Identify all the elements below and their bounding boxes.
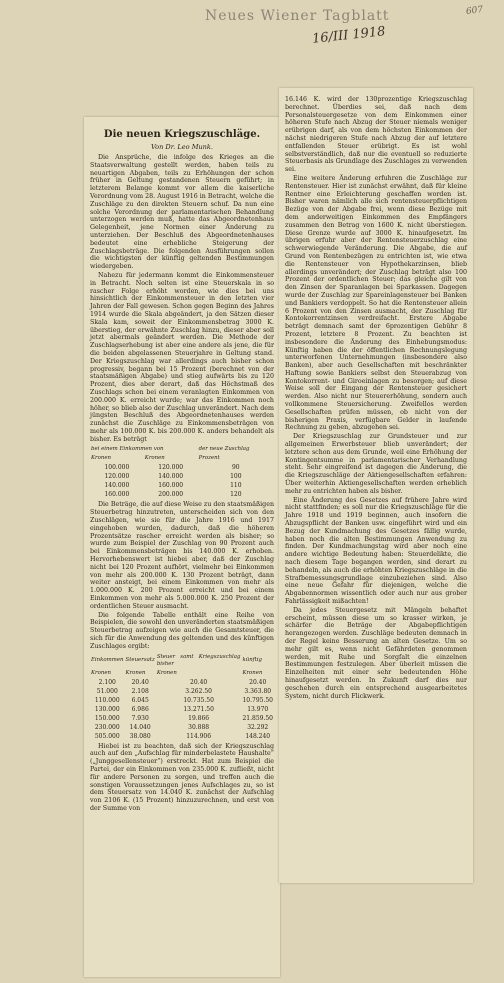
table-cell: 120.000 [158, 464, 184, 472]
paragraph: Die Ansprüche, die infolge des Krieges an die Staatsverwaltung gestellt werden, haben teils zu neuartigen Abgaben, teils zu Erhöhungen der schon früher in Geltung gestandenen Steuern geführt; in letzterem Belange kommt vor allem die kaiserliche Verordnung vom 28. August 1916 in Betracht, welche die Zuschläge zu den direkten Steuern schuf. Da nun eine solche Verordnung der parlamentarischen Behandlung unterzogen werden muß, hatte das Abgeordnetenhaus Gelegenheit, jene Normen einer Änderung zu unterziehen. Der Beschluß des Abgeordnetenhauses bedeutet eine erhebliche Steigerung der Zuschlagsbeträge. Die folgenden Ausführungen sollen die wichtigsten der künftig geltenden Bestimmungen wiedergeben. [90, 154, 274, 271]
table-cell: 2.100 [98, 678, 116, 686]
table-cell: 20.40 [190, 678, 208, 686]
table-cell: 30.888 [188, 723, 210, 731]
table-cell: 2.108 [131, 687, 149, 695]
table-row [90, 696, 274, 705]
table-cell: 100.000 [104, 464, 130, 472]
table-cell: 7.930 [131, 714, 149, 722]
paragraph: Der Kriegszuschlag zur Grundsteuer und zur allgemeinen Erwerbsteuer blieb unverändert; der letztere schon aus dem Grunde, weil eine Erhöhung der Kontingentsumme in parlamentarischer Verhandlung steht. Sehr eingreifend ist dagegen die Änderung, die die Kriegszuschläge der Aktiengesellschaften erfahren: Über weiterhin Aktiengesellschaften werden erheblich mehr zu entrichten haben als bisher. [285, 433, 467, 495]
table-cell: 148.240 [245, 732, 271, 740]
paragraph: 16.146 K. wird der 130prozentige Kriegszuschlag berechnet. Überdies sei, daß nach dem Personalsteuergesetze von dem Einkommen einer höheren Stufe nach Abzug der Steuer niemals weniger erübrigen darf, als von dem höchsten Einkommen der nächst niedrigeren Stufe nach Abzug der auf letztere entfallenden Steuer erübrigt. Es ist wohl selbstverständlich, daß nur die eventuell so reduzierte Steuerbasis als Grundlage des Zuschlages zu verwenden sei. [285, 96, 467, 174]
table-cell: 13.970 [247, 705, 269, 713]
table-header: künftig [242, 657, 262, 664]
paragraph: Da jedes Steuergesetz mit Mängeln behaftet erscheint, müssen diese um so krasser wirken, je schärfer die Beträge der Abgabepflichtigen herangezogen werden. Zuschläge bedeuten demnach in der Regel keine Besserung an alten Gesetze. Um so mehr gilt es, wenn nicht Gefährdeten genommen werden, mit Ruhe und Sorgfalt die einzelnen Bestimmungen festzulegen. Aber überleit müssen die Einzelheiten mit einer sehr bedeutenden Höhe hinaufgesetzt werden. In Zukunft darf dies nur geschehen durch ein entsprechend ausgearbeitetes System, nicht durch Flickwerk. [285, 606, 467, 700]
table-row [90, 714, 274, 723]
table-header: der neue Zuschlag [198, 446, 250, 453]
table-cell: 100 [230, 473, 242, 481]
table-row [90, 687, 274, 696]
article-title: Die neuen Kriegszuschläge. [103, 129, 261, 140]
article-author: Von Dr. Leo Munk. [150, 143, 214, 151]
right-column-text [279, 88, 473, 700]
table-cell: 19.866 [188, 714, 210, 722]
table-cell: 140.000 [158, 473, 184, 481]
table-cell: 32.292 [247, 723, 269, 731]
table-row [90, 490, 274, 499]
table-cell: 6.986 [131, 705, 149, 713]
table-subheader: Kronen [156, 669, 177, 676]
table-cell: 200.000 [158, 491, 184, 499]
table-subheader: Kronen [125, 669, 146, 676]
table-row [90, 463, 274, 472]
table-cell: 160.000 [104, 491, 130, 499]
table-cell: 230.000 [94, 723, 120, 731]
table-header: Steuersatz [125, 657, 155, 664]
handwritten-date: 16/III 1918 [311, 24, 387, 47]
table-cell: 10.735.50 [183, 696, 214, 704]
table-subheader: Prozent [198, 455, 220, 462]
table-header: Einkommen [91, 657, 124, 664]
newspaper-masthead: Neues Wiener Tagblatt [205, 8, 390, 24]
clipping-left-column [84, 117, 280, 977]
paragraph: Die folgende Tabelle enthält eine Reihe von Beispielen, die sowohl den unveränderten staatsmäßigen Steuerbetrag aufzeigen wie auch die Gesamtsteuer, die sich für die Anwendung des geltenden und des künftigen Zuschlages ergibt: [90, 611, 274, 650]
table-cell: 130.000 [94, 705, 120, 713]
table-row [90, 472, 274, 481]
table-header: Steuer samt Kriegszuschlag bisher [156, 653, 241, 667]
table-cell: 6.045 [131, 696, 149, 704]
paragraph: Hiebei ist zu beachten, daß sich der Kriegszuschlag auch auf den „Aufschlag für minderbelastete Haushalte“ („Junggesellensteuer“) erstreckt. Hat zum Beispiel die Partei, der ein Einkommen von 235.000 K. zufließt, nicht für andere Personen zu sorgen, und treffen auch die sonstigen Voraussetzungen jenes Aufschlages zu, so ist dem Steuersatz von 14.040 K. zunächst der Aufschlag von 2106 K. (15 Prozent) hinzuzurechnen, und erst von der Summe von [90, 742, 274, 812]
table-cell: 120 [230, 491, 242, 499]
table-cell: 505.000 [94, 732, 120, 740]
table-row [90, 481, 274, 490]
table-cell: 120.000 [104, 473, 130, 481]
table-cell: 13.271.50 [183, 705, 214, 713]
table-cell: 20.40 [249, 678, 267, 686]
table-subheader: Kronen [91, 669, 111, 676]
table-subheader: Kronen [242, 669, 263, 676]
table-cell: 110.000 [94, 696, 120, 704]
table-cell: 38.080 [129, 732, 151, 740]
table-cell: 114.906 [186, 732, 212, 740]
table-cell: 21.859.50 [242, 714, 273, 722]
table-cell: 51.000 [96, 687, 118, 695]
table-cell: 90 [231, 464, 240, 472]
paragraph: Eine Änderung des Gesetzes auf frühere Jahre wird nicht stattfinden; es soll nur die Kriegszuschläge für die Jahre 1918 und 1919 beginnen, auch insofern die Abzugspflicht der Banken usw. eingeführt wird und ein Bezug der Kundmachung des Gesetzes fällig wurde, haben noch die alten Bestimmungen Anwendung zu finden. Der Kundmachungstag wird aber noch eine andere wichtige Bedeutung haben: Steuerdelikte, die nach diesem Tage begangen werden, sind derart zu behandeln, als auch die erhöhten Kriegszuschläge in die Strafbemessungsgrundlage einzubeziehen sind. Also eine neue Gefahr für diejenigen, welche die Abgabennormen wissentlich oder auch nur aus grober Fahrlässigkeit mißachten! [285, 496, 467, 605]
clipping-right-column [279, 88, 473, 883]
table-cell: 3.262.50 [185, 687, 212, 695]
table-row [90, 705, 274, 714]
table-row [90, 678, 274, 687]
table-cell: 150.000 [94, 714, 120, 722]
table-cell: 14.040 [129, 723, 151, 731]
paragraph: Eine weitere Änderung erfuhren die Zuschläge zur Rentensteuer. Hier ist zunächst erwähnt, daß für kleine Rentner eine Erleichterung geschaffen worden ist. Bisher waren nämlich alle sich rentensteuerpflichtigen Bezüge von der Abgabe frei, wenn diese Bezüge mit dem anderweitigen Einkommen des Empfängers zusammen den Betrag von 1600 K. nicht überstiegen. Diese Grenze wurde auf 3000 K. hinaufgesetzt. Im übrigen erfuhr aber der Rentensteuerzuschlag eine schwerwiegende Veränderung. Die Abgabe, die auf Grund von Rentenbezügen zu entrichten ist, wie etwa die Rentensteuer von Hypothekarzinsen, blieb allerdings unverändert; der Zuschlag beträgt also 100 Prozent der ordentlichen Steuer; das gleiche gilt von den Zinsen der Sparanlagen bei Sparkassen. Dagegen wurde der Zuschlag zur Spareinlagensteuer bei Banken und Bankiers verdoppelt. So hat die Rentensteuer allein 6 Prozent von den Zinsen ausmacht, der Zuschlag für Kontokorrentzinsen verdreifacht. Erstere Abgabe beträgt demnach samt der 6prozentigen Gebühr 8 Prozent, letztere 8 Prozent. Zu beachten ist insbesondere die Änderung des Einhebungsmodus: Künftig haben die der öffentlichen Rechnungslegung unterworfenen Unternehmungen (insbesondere also Banken), aber auch Gesellschaften mit beschränkter Haftung sowie Bankiers selbst den Steuerabzug von Kontokorrent- und Giroeinlagen zu besorgen; auf diese Weise soll der Eingang der Rentensteuer gesichert werden. Also nicht nur Steuererhöhung, sondern auch vollkommene Steuersicherung. Zweifellos werden Gesellschaften prüfen müssen, ob nicht von der bisherigen Praxis, verfügbare Gelder in laufende Rechnung zu geben, abzugehen sei. [285, 174, 467, 432]
table-cell: 3.363.80 [244, 687, 272, 695]
example-tax-table [90, 653, 274, 741]
table-cell: 160.000 [158, 482, 184, 490]
table-header: bei einem Einkommen von [91, 446, 164, 453]
left-column-text [84, 154, 280, 813]
handwritten-page-number: 607 [465, 4, 484, 18]
table-cell: 10.795.50 [242, 696, 273, 704]
paragraph: Nahezu für jedermann kommt die Einkommensteuer in Betracht. Noch selten ist eine Steuerskala in so rascher Folge erhöht worden, wie dies bei uns hinsichtlich der Einkommensteuer in den letzten vier Jahren der Fall gewesen. Schon gegen Beginn des Jahres 1914 wurde die Skala abgeändert, ja den Sätzen dieser Skala kam, soweit der Einkommensbetrag 3000 K. überstieg, der erwähnte Zuschlag hinzu, dieser aber soll jetzt abermals geändert werden. Die Methode der Zuschlagserhebung ist aber eine andere als jene, die für die beiden abgelassenen Steuerjahre in Geltung stand. Der Kriegszuschlag war allerdings auch bisher schon progressiv, begann bei 15 Prozent (berechnet von der staatsmäßigen Abgabe) und stieg aufwärts bis zu 120 Prozent, dies aber derart, daß das Höchstmaß des Zuschlags schon bei einem veranlagten Einkommen von 200.000 K. erreicht wurde; war das Einkommen noch höher, so blieb also der Zuschlag unverändert. Nach dem jüngsten Beschluß des Abgeordnetenhauses werden zunächst die Zuschläge zu Einkommensbeträgen von mehr als 100.000 K. bis 200.000 K. anders behandelt als bisher. Es beträgt [90, 271, 274, 443]
table-row [90, 732, 274, 741]
table-subheader: Kronen [91, 455, 111, 462]
table-subheader: Kronen [144, 455, 165, 462]
page-header [0, 0, 504, 60]
table-row [90, 723, 274, 732]
paragraph: Die Beträge, die auf diese Weise zu den staatsmäßigen Steuerbetrag hinzutreten, unterscheiden sich von den Zuschlägen, wie sie für die Jahre 1916 und 1917 eingehoben wurden, dadurch, daß die höheren Prozentsätze rascher erreicht werden als bisher; so wurde zum Beispiel der Zuschlag von 90 Prozent auch bei Einkommensbeträgen bis 140.000 K. erhoben. Hervorhebenswert ist hiebei aber, daß der Zuschlag nicht bei 120 Prozent aufhört, vielmehr bei Einkommen von mehr als 200.000 K. 130 Prozent beträgt, dann weiter ansteigt, bei einem Einkommen von mehr als 1.000.000 K. 200 Prozent erreicht und bei einem Einkommen von mehr als 5.000.000 K. 250 Prozent der ordentlichen Steuer ausmacht. [90, 501, 274, 610]
table-cell: 140.000 [104, 482, 130, 490]
table-cell: 20.40 [131, 678, 149, 686]
table-cell: 110 [230, 482, 242, 490]
surcharge-table [90, 445, 274, 499]
